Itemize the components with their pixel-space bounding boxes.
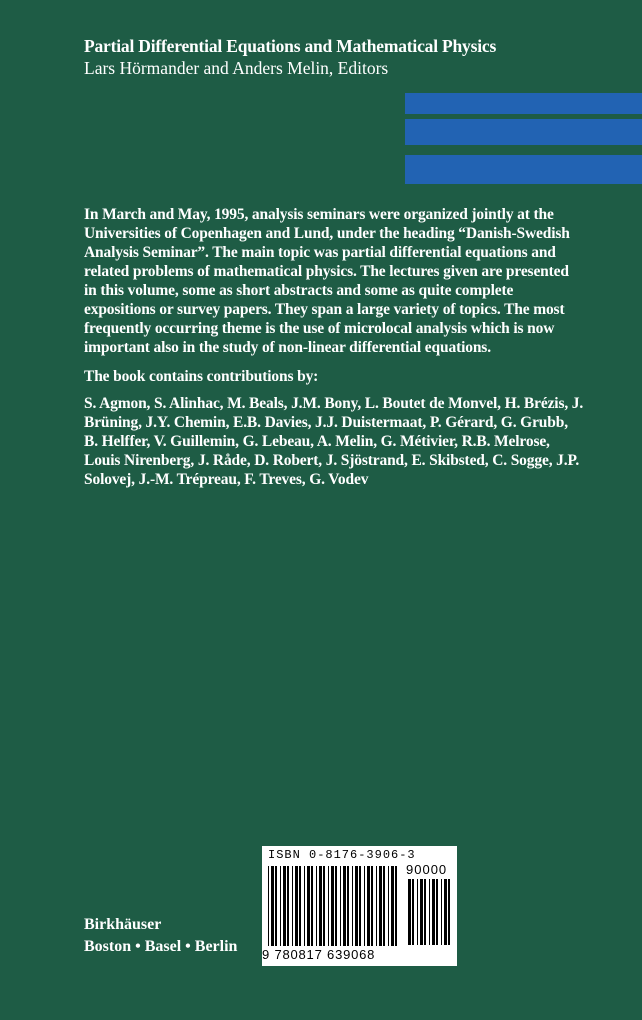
isbn-barcode [262,846,457,966]
barcode-bar [295,866,298,946]
barcode-bar [424,879,426,945]
barcode-bar [444,879,447,945]
publisher-block [84,914,237,958]
decorative-stripe-2 [405,119,642,145]
barcode-bar [331,866,334,946]
barcode-bar [340,866,341,946]
barcode-bar [432,879,435,945]
contributors-list: S. Agmon, S. Alinhac, M. Beals, J.M. Bony, L. Boutet de Monvel, H. Brézis, J. Brüning, J.Y. Chemin, E.B. Davies, J.J. Duistermaat, P. Gérard, G. Grubb, B. Helffer, V. Guillemin, G. Lebeau, A. Melin, G. Métivier, R.B. Melrose, Louis Nirenberg, J. Råde, D. Robert, J. Sjöstrand, E. Skibsted, C. Sogge, J.P. Solovej, J.-M. Trépreau, F. Treves, G. Vodev [84,395,584,488]
publisher-name: Birkhäuser [84,916,162,933]
barcode-bar [328,866,329,946]
barcode-bar [287,866,289,946]
blurb [84,205,584,489]
barcode-bar [367,866,370,946]
barcode-bar [388,866,389,946]
description-paragraph: In March and May, 1995, analysis seminars were organized jointly at the Universities of Copenhagen and Lund, under the heading “Danish-Swedish Analysis Seminar”. The main topic was partial differential equations and related problems of mathematical physics. The lectures given are presented in this volume, some as short abstracts and some as quite complete expositions or survey papers. They span a large variety of topics. The most frequently occurring theme is the use of microlocal analysis which is now important also in the study of non-linear differential equations. [84,206,570,356]
contributors-intro: The book contains contributions by: [84,368,319,385]
series-title: Partial Differential Equations and Mathematical Physics [84,36,497,56]
barcode-bar [275,866,277,946]
barcode-bar [429,879,430,945]
barcode-bar [335,866,337,946]
addon-code: 90000 [406,862,448,877]
ean-digits: 9 780817 639068 [262,947,376,962]
barcode-bar [448,879,450,945]
barcode-bar [319,866,322,946]
barcode-bar [376,866,377,946]
barcode-bar [417,879,418,945]
barcode-bar [359,866,361,946]
publisher-cities: Boston • Basel • Berlin [84,938,238,955]
barcode-bar [316,866,317,946]
editors-line: Lars Hörmander and Anders Melin, Editors [84,58,389,78]
addon-barcode-bars [408,879,453,945]
barcode-bar [355,866,358,946]
barcode-bar [323,866,325,946]
barcode-bar [408,879,411,945]
barcode-bar [311,866,313,946]
barcode-bar [347,866,349,946]
barcode-bar [299,866,301,946]
ean-barcode-bars [268,866,400,946]
barcode-bar [383,866,385,946]
barcode-bar [292,866,293,946]
barcode-bar [280,866,281,946]
barcode-bar [307,866,310,946]
isbn-number: ISBN 0-8176-3906-3 [268,848,416,862]
barcode-bar [283,866,286,946]
barcode-bar [271,866,274,946]
barcode-bar [391,866,394,946]
cover-header [84,35,496,79]
barcode-bar [268,866,269,946]
barcode-bar [304,866,305,946]
barcode-bar [420,879,423,945]
barcode-bar [395,866,397,946]
barcode-bar [379,866,382,946]
barcode-bar [371,866,373,946]
barcode-bar [412,879,414,945]
barcode-bar [352,866,353,946]
barcode-bar [364,866,365,946]
barcode-bar [343,866,346,946]
barcode-bar [441,879,442,945]
barcode-bar [436,879,438,945]
decorative-stripe-3 [405,155,642,184]
decorative-stripe-1 [405,93,642,114]
